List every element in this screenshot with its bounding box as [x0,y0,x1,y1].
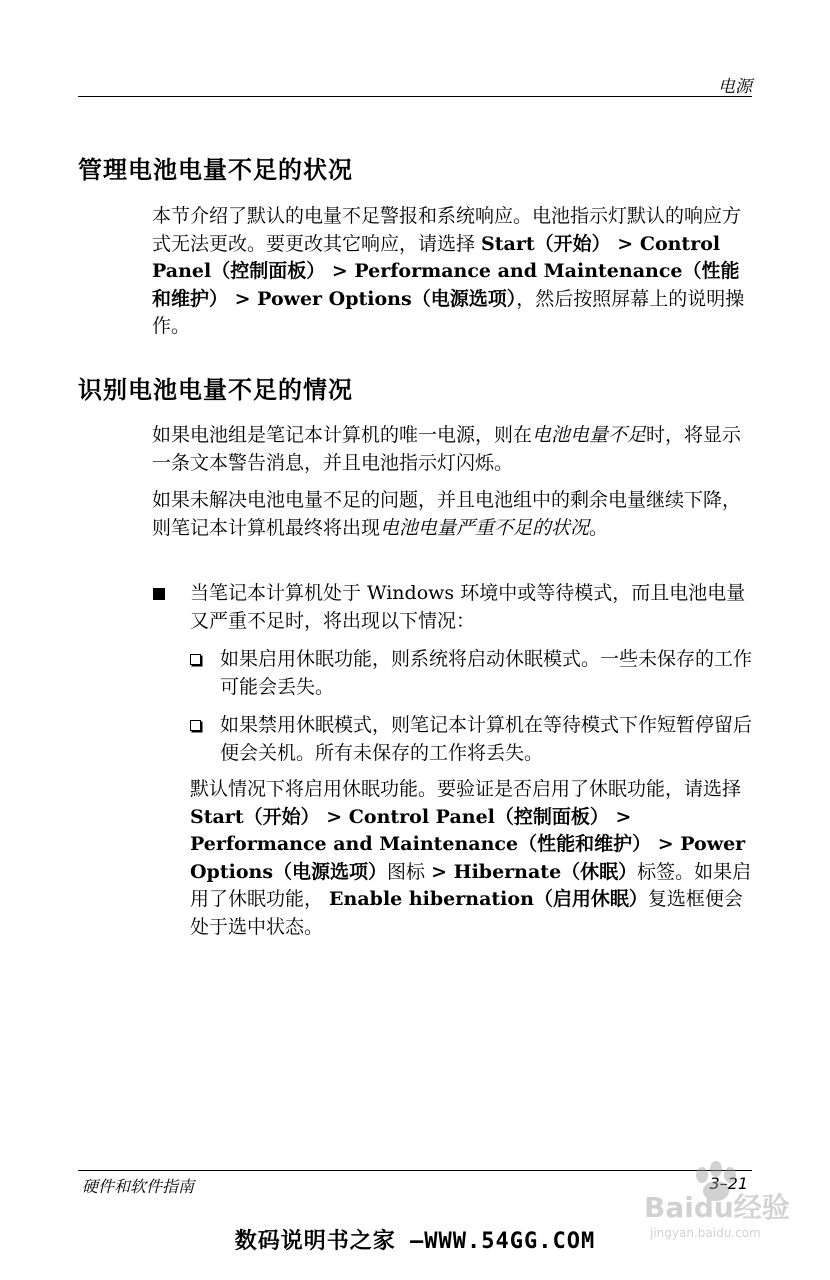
bullet-critical-conditions: 当笔记本计算机处于 Windows 环境中或等待模式，而且电池电量又严重不足时，将出现以下情况： [190,582,746,632]
watermark-brand: Baidu经验 [644,1191,790,1224]
section-title-low-battery-management: 管理电池电量不足的状况 [78,156,353,184]
site-banner: 数码说明书之家 —WWW.54GG.COM [234,1229,596,1254]
paragraph-low-battery-intro: 本节介绍了默认的电量不足警报和系统响应。电池指示灯默认的响应方式无法更改。要更改其它响应，请选择 Start（开始） > Control Panel（控制面板） > Performance and Maintenance（性能和维护） > Power Options（电源选项），然后按照屏幕上的说明操作。 [152,205,745,337]
section-title-identify-low-battery: 识别电池电量不足的情况 [78,376,353,404]
watermark-site: jingyan.baidu.com [650,1226,761,1240]
sub-bullet-box-icon [190,654,201,665]
sub-bullet-hibernation-enabled: 如果启用休眠功能，则系统将启动休眠模式。一些未保存的工作可能会丢失。 [220,648,753,698]
footer-page-number: 3–21 [709,1174,748,1193]
paragraph-low-battery-warning: 如果电池组是笔记本计算机的唯一电源，则在电池电量不足时，将显示一条文本警告消息，并且电池指示灯闪烁。 [152,424,742,474]
sub-bullet-hibernation-disabled: 如果禁用休眠模式，则笔记本计算机在等待模式下作短暂停留后便会关机。所有未保存的工作将丢失。 [220,714,753,764]
paragraph-critical-battery: 如果未解决电池电量不足的问题，并且电池组中的剩余电量继续下降，则笔记本计算机最终将出现电池电量严重不足的状况。 [152,489,742,539]
footer-guide-title: 硬件和软件指南 [82,1177,195,1196]
paragraph-verify-hibernation: 默认情况下将启用休眠功能。要验证是否启用了休眠功能，请选择 Start（开始） > Control Panel（控制面板） > Performance and Maintenance（性能和维护） > Power Options（电源选项）图标 > Hibernate（休眠）标签。如果启用了休眠功能， Enable hibernation（启用休眠）复选框便会处于选中状态。 [190,778,752,938]
running-header: 电源 [718,77,752,97]
sub-bullet-box-icon [190,720,201,731]
bullet-square-icon [153,588,165,600]
header-rule [78,96,752,97]
